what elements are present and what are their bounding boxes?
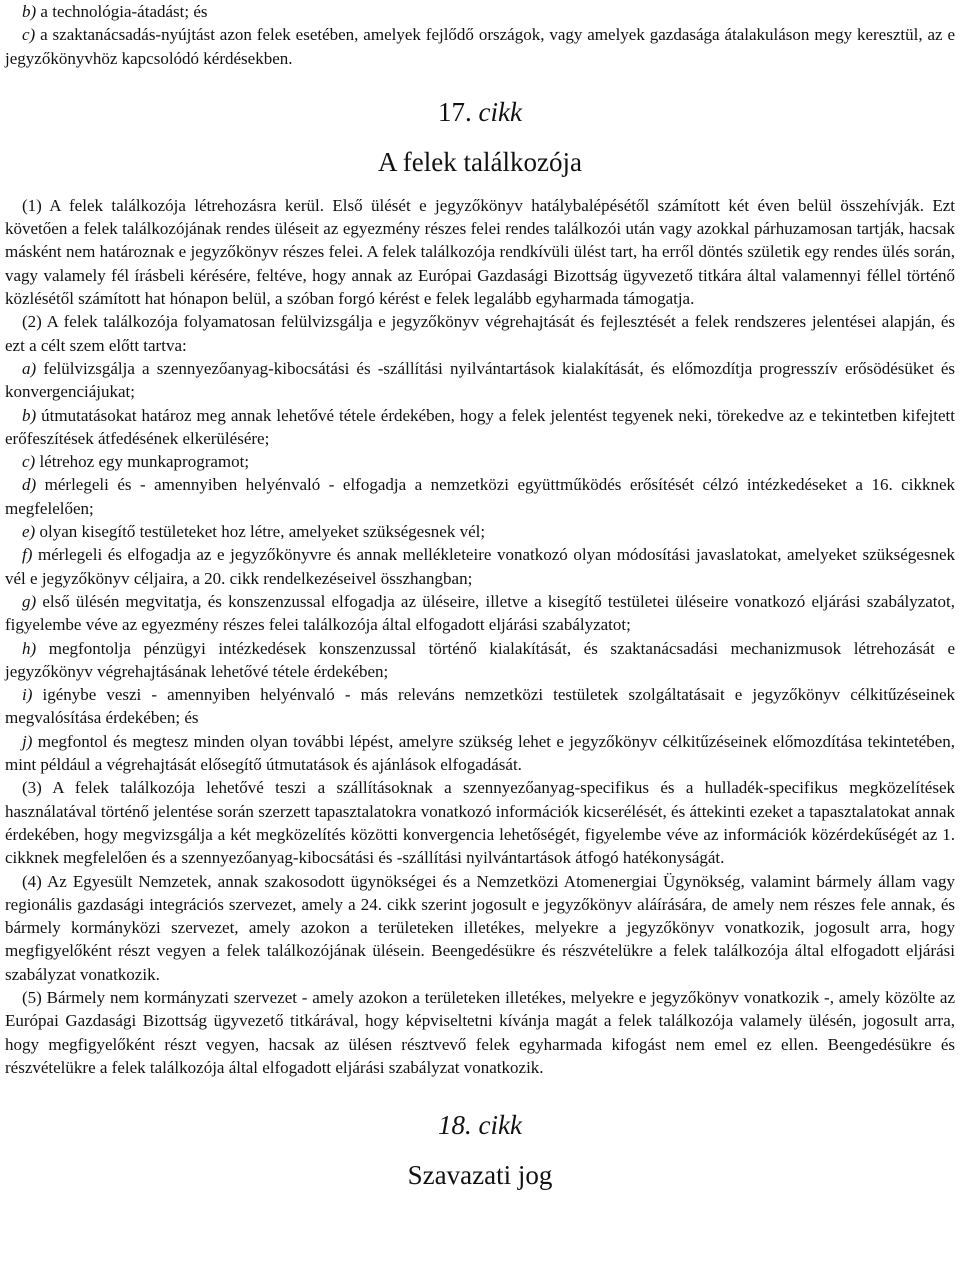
item-label: j)	[22, 731, 33, 751]
item-text: felülvizsgálja a szennyezőanyag-kibocsátási és -szállítási nyilvántartások kialakítását, és előmozdítja progresszív erősödésüket és konvergenciájukat;	[5, 358, 955, 402]
item-text: útmutatásokat határoz meg annak lehetővé tétele érdekében, hogy a felek jelentést tegyenek neki, törekedve az e tekintetben kifejtett erőfeszítések átfedésének elkerülésére;	[5, 405, 955, 448]
list-item-i	[5, 683, 955, 730]
item-text: első ülésén megvitatja, és konszenzussal elfogadja az üléseire, illetve a kisegítő testületei üléseire vonatkozó eljárási szabályzatot, figyelembe véve az egyezmény részes felei találkozója által elfogadott eljárási szabályzatot;	[5, 591, 956, 635]
article-18-title: Szavazati jog	[407, 1160, 553, 1191]
list-item-a	[5, 357, 955, 404]
item-text: megfontol és megtesz minden olyan további lépést, amelyre szükség lehet e jegyzőkönyv célkitűzéseinek előmozdítása tekintetében, mint például a végrehajtását elősegítő útmutatások és ajánlások elfogadását.	[5, 731, 956, 775]
item-text: igénybe veszi - amennyiben helyénvaló - más releváns nemzetközi testületek szolgáltatásait e jegyzőkönyv célkitűzéseinek megvalósítása érdekében; és	[5, 685, 956, 728]
list-item-d	[5, 473, 955, 520]
item-label: d)	[22, 475, 37, 495]
paragraph-4: (4) Az Egyesült Nemzetek, annak szakosodott ügynökségei és a Nemzetközi Atomenergiai Ügynökség, valamint bármely állam vagy regionális gazdasági integrációs szervezet, amely a 24. cikk szerint jogosult e jegyzőkönyv aláírására, de amely nem részes fele annak, és bármely kormányközi szervezet, amely azokon a területeken illetékes, melyekre a jegyzőkönyv vonatkozik, jogosult arra, hogy megfigyelőként részt vegyen a felek találkozójának ülésein. Beengedésükre és részvételükre a felek találkozója által elfogadott eljárási szabályzat vonatkozik.	[5, 871, 955, 984]
article-number: 17.	[438, 96, 472, 127]
list-item-h	[5, 637, 955, 684]
item-label: a)	[22, 358, 37, 378]
item-text: olyan kisegítő testületeket hoz létre, amelyeket szükségesnek vél;	[39, 522, 486, 542]
article-word: cikk	[478, 96, 522, 127]
article-18-heading	[5, 1109, 955, 1141]
list-item-c-pre	[5, 23, 955, 70]
item-text: mérlegeli és elfogadja az e jegyzőkönyvre és annak mellékleteire vonatkozó olyan módosítási javaslatokat, amelyeket szükségesnek vél e jegyzőkönyv céljaira, a 20. cikk rendelkezéseivel összhangban;	[5, 545, 955, 588]
paragraph-1: (1) A felek találkozója létrehozásra kerül. Első ülését e jegyzőkönyv hatálybalépésétől számított két éven belül összehívják. Ezt követően a felek találkozójának rendes üléseit az egyezmény részes felei rendes találkozói után vagy azokkal párhuzamosan tartják, hacsak másként nem határoznak e jegyzőkönyv részes felei. A felek találkozója rendkívüli ülést tart, ha erről döntés születik egy rendes ülés során, vagy valamely fél írásbeli kérésére, feltéve, hogy annak az Európai Gazdasági Bizottság ügyvezető titkára által valamennyi féllel történő közlésétől számított hat hónapon belül, a szóban forgó kérést e felek legalább egyharmada támogatja.	[5, 195, 955, 309]
item-label: i)	[22, 685, 33, 705]
list-item-b	[5, 404, 955, 451]
item-label: h)	[22, 638, 37, 658]
item-text: mérlegeli és - amennyiben helyénvaló - elfogadja a nemzetközi együttműködés erősítését célzó intézkedéseket a 16. cikknek megfelelően;	[5, 475, 955, 518]
paragraph-2: (2) A felek találkozója folyamatosan felülvizsgálja e jegyzőkönyv végrehajtását és fejlesztését a felek rendszeres jelentései alapján, és ezt a célt szem előtt tartva:	[5, 312, 955, 355]
list-item-f	[5, 543, 955, 590]
paragraph-3: (3) A felek találkozója lehetővé teszi a szállításoknak a szennyezőanyag-specifikus és a hulladék-specifikus megközelítések használatával történő jelentése során szerzett tapasztalatokra vonatkozó információk kicserélését, és áttekinti ezeket a tapasztalatokat annak érdekében, hogy megvizsgálja a két megközelítés közötti konvergencia lehetőségét, figyelembe véve az információk közérdekűségét az 1. cikknek megfelelően és a szennyezőanyag-kibocsátási és -szállítási nyilvántartások átfogó hatékonyságát.	[5, 778, 955, 868]
list-item-c	[5, 450, 955, 473]
item-label: c)	[22, 452, 36, 472]
paragraph-5: (5) Bármely nem kormányzati szervezet - amely azokon a területeken illetékes, melyekre e jegyzőkönyv vonatkozik -, amely közölte az Európai Gazdasági Bizottság ügyvezető titkárával, hogy képviseltetni kívánja magát a felek találkozója valamely ülésén, jogosult arra, hogy megfigyelőként részt vegyen, hacsak az ülésen résztvevő felek egyharmada kifogást nem emel ez ellen. Beengedésükre és részvételükre a felek találkozója által elfogadott eljárási szabályzat vonatkozik.	[5, 987, 955, 1077]
list-item-b-pre	[5, 0, 955, 23]
list-item-e	[5, 520, 955, 543]
item-label: g)	[22, 591, 37, 611]
article-17-heading	[5, 96, 955, 128]
item-label: c)	[22, 25, 36, 45]
item-label: b)	[22, 2, 37, 21]
item-text: a szaktanácsadás-nyújtást azon felek esetében, amelyek fejlődő országok, vagy amelyek gazdasága átalakuláson megy keresztül, az e jegyzőkönyvhöz kapcsolódó kérdésekben.	[5, 25, 955, 68]
article-17-title: A felek találkozója	[378, 146, 582, 177]
item-text: létrehoz egy munkaprogramot;	[39, 452, 250, 472]
item-label: e)	[22, 522, 36, 542]
article-heading-text: 18. cikk	[438, 1110, 522, 1141]
item-label: f)	[22, 545, 33, 565]
list-item-j	[5, 730, 955, 777]
item-text: megfontolja pénzügyi intézkedések konszenzussal történő kialakítását, és szaktanácsadási mechanizmusok létrehozását e jegyzőkönyv végrehajtásának lehetővé tétele érdekében;	[5, 638, 956, 681]
item-label: b)	[22, 405, 37, 425]
item-text: a technológia-átadást; és	[40, 2, 208, 21]
list-item-g	[5, 590, 955, 637]
